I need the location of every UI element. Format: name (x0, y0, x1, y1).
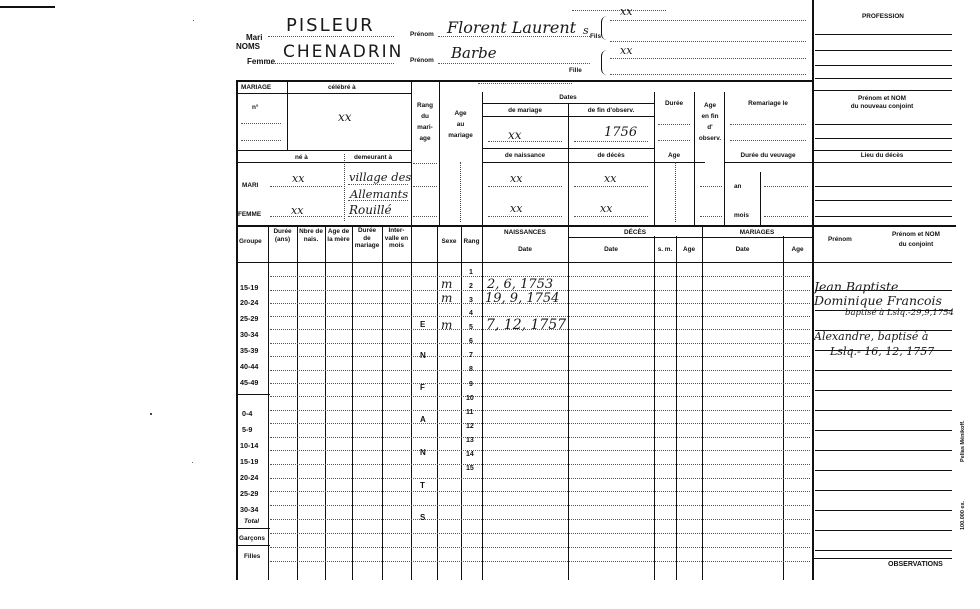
group-top-5: 35-39 (240, 346, 259, 355)
rank-12: 12 (466, 423, 474, 430)
naissance-date-label: Date (518, 246, 532, 253)
fils-brace (601, 16, 609, 40)
group-top-3: 25-29 (240, 314, 259, 323)
entry-1-date: 2, 6, 1753 (487, 277, 554, 292)
fils-value: xx (620, 5, 633, 18)
vertical-letter-a: A (420, 415, 426, 424)
fille-value: xx (620, 44, 633, 57)
rank-1: 1 (469, 269, 473, 276)
entry-1-sexe: m (441, 277, 453, 291)
deces-label: de décès (597, 152, 625, 159)
group-bottom-3: 10-14 (240, 441, 259, 450)
total-label: Total (244, 518, 260, 525)
entry-3-sexe: m (441, 318, 453, 332)
duree-mariage-label: Durée de mariage (354, 227, 380, 249)
filles-label: Filles (244, 553, 261, 560)
femme-demeurant: Rouillé (349, 203, 392, 217)
entry-2-sexe: m (441, 291, 453, 305)
rank-2: 2 (469, 283, 473, 290)
sexe-label: Sexe (441, 238, 457, 245)
fils-label: Fils (590, 33, 602, 40)
deces-date-label: Date (604, 246, 618, 253)
vertical-letter-s: S (420, 513, 426, 522)
copies-mark: 100.000 ex. (960, 500, 966, 530)
rank-14: 14 (466, 451, 474, 458)
celebre-value: xx (338, 110, 352, 124)
mariage-date-label: Date (735, 246, 750, 253)
vertical-letter-t: T (420, 481, 425, 490)
mari-row-label: MARI (242, 182, 259, 189)
naissance-label: de naissance (504, 152, 546, 159)
celebre-label: célébré à (328, 84, 356, 91)
rank-4: 4 (469, 310, 473, 317)
rank-8: 8 (469, 366, 473, 373)
age-fin-label: Age en fin d' observ. (698, 102, 722, 142)
entry-3-date: 7, 12, 1757 (486, 317, 567, 333)
remariage-label: Remariage le (748, 100, 788, 107)
printer-mark: Pellas Ménikoff. (960, 420, 966, 462)
mari-nom: PISLEUR (286, 15, 375, 36)
entry-1-prenom: Jean Baptiste (814, 279, 899, 294)
age-mariage-label: Age au mariage (448, 110, 473, 139)
femme-ne-a: xx (291, 204, 304, 217)
observations-label: OBSERVATIONS (888, 561, 943, 568)
femme-row-label: FEMME (238, 211, 262, 218)
deces-age-label: Age (682, 246, 696, 253)
rank-3: 3 (469, 297, 473, 304)
rank-10: 10 (466, 395, 474, 402)
prenom-enfant-label: Prénom (828, 236, 852, 243)
fille-label: Fille (569, 67, 582, 74)
mari-demeurant-1: village des (349, 170, 412, 184)
entry-2-date: 19, 9, 1754 (485, 291, 560, 306)
entry-3-note: Lslq.- 16, 12, 1757 (830, 345, 935, 358)
group-bottom-1: 0-4 (242, 409, 253, 418)
ne-a-label: né à (295, 154, 308, 161)
lieu-deces-label: Lieu du décès (860, 152, 904, 159)
deces-head-label: DÉCÈS (623, 229, 647, 236)
group-bottom-6: 25-29 (240, 489, 259, 498)
groupe-label: Groupe (239, 238, 262, 245)
entry-2-prenom: Dominique Francois (814, 293, 942, 308)
rank-5: 5 (469, 324, 473, 331)
mari-ne-a: xx (292, 172, 305, 185)
femme-nom: CHENADRIN (283, 42, 404, 62)
mariage-label: MARIAGE (241, 84, 272, 91)
numero-label: n° (252, 104, 259, 111)
mari-label: Mari (246, 33, 263, 42)
prenom-label-mari: Prénom (410, 31, 434, 38)
mari-deces: xx (604, 172, 617, 185)
group-top-7: 45-49 (240, 378, 259, 387)
group-bottom-2: 5-9 (242, 425, 253, 434)
group-top-4: 30-34 (240, 330, 259, 339)
mari-prenom: Florent Laurent (447, 18, 577, 37)
duree-ans-label: Durée (ans) (273, 228, 292, 243)
femme-label: Femme (247, 57, 276, 66)
mari-prenom-suffix: s (583, 24, 589, 37)
vertical-letter-n2: N (420, 448, 426, 457)
conjoint-label: Prénom et NOM du conjoint (892, 231, 940, 248)
age-label-2: Age (667, 152, 681, 159)
vertical-letter-f: F (420, 383, 425, 392)
rank-13: 13 (466, 437, 474, 444)
vertical-letter-e: E (420, 320, 426, 329)
fille-brace (601, 50, 609, 75)
rank-15: 15 (466, 465, 474, 472)
intervalle-label: Inter- valle en mois (384, 227, 409, 249)
rank-9: 9 (469, 381, 473, 388)
naissances-label: NAISSANCES (504, 229, 546, 236)
profession-label: PROFESSION (862, 13, 904, 20)
scan-speck (150, 413, 152, 415)
group-top-6: 40-44 (240, 362, 259, 371)
mariage-age-label: Age (791, 246, 804, 253)
rang-label: Rang (463, 238, 480, 245)
date-fin-value: 1756 (604, 125, 638, 140)
demeurant-label: demeurant à (354, 154, 393, 161)
group-bottom-4: 15-19 (240, 457, 259, 466)
rank-11: 11 (466, 409, 474, 416)
mois-label: mois (734, 212, 749, 219)
group-bottom-5: 20-24 (240, 473, 259, 482)
rank-7: 7 (469, 352, 473, 359)
mariages-label: MARIAGES (739, 229, 775, 236)
mari-demeurant-2: Allemants (350, 187, 409, 201)
duree-label: Durée (664, 100, 684, 107)
nouveau-conjoint-label: Prénom et NOM du nouveau conjoint (850, 95, 914, 110)
femme-naissance: xx (510, 202, 523, 215)
nbre-nais-label: Nbre de nais. (299, 228, 323, 243)
scan-speck (193, 20, 194, 21)
de-mariage-label: de mariage (508, 107, 542, 114)
mari-naissance: xx (510, 172, 523, 185)
scan-speck (192, 462, 193, 463)
date-mariage-value: xx (508, 128, 522, 142)
femme-prenom: Barbe (451, 44, 497, 62)
rang-mariage-label: Rang du mari- age (417, 102, 433, 142)
entry-2-note: baptisé à Lslq.-29,9,1754 (845, 308, 954, 318)
rank-6: 6 (469, 338, 473, 345)
duree-veuvage-label: Durée du veuvage (740, 152, 796, 159)
garcons-label: Garçons (239, 535, 265, 542)
prenom-label-femme: Prénom (410, 57, 434, 64)
group-bottom-7: 30-34 (240, 505, 259, 514)
group-top-2: 20-24 (240, 298, 259, 307)
sm-label: s. m. (657, 246, 673, 253)
noms-label: NOMS (236, 42, 260, 51)
fin-observ-label: de fin d'observ. (587, 107, 635, 114)
age-mere-label: Age de la mère (327, 228, 350, 243)
group-top-1: 15-19 (240, 283, 259, 292)
vertical-letter-n1: N (420, 351, 426, 360)
femme-deces: xx (600, 202, 613, 215)
an-label: an (734, 183, 742, 190)
dates-label: Dates (559, 94, 577, 101)
entry-3-prenom: Alexandre, baptisé à (814, 330, 929, 343)
